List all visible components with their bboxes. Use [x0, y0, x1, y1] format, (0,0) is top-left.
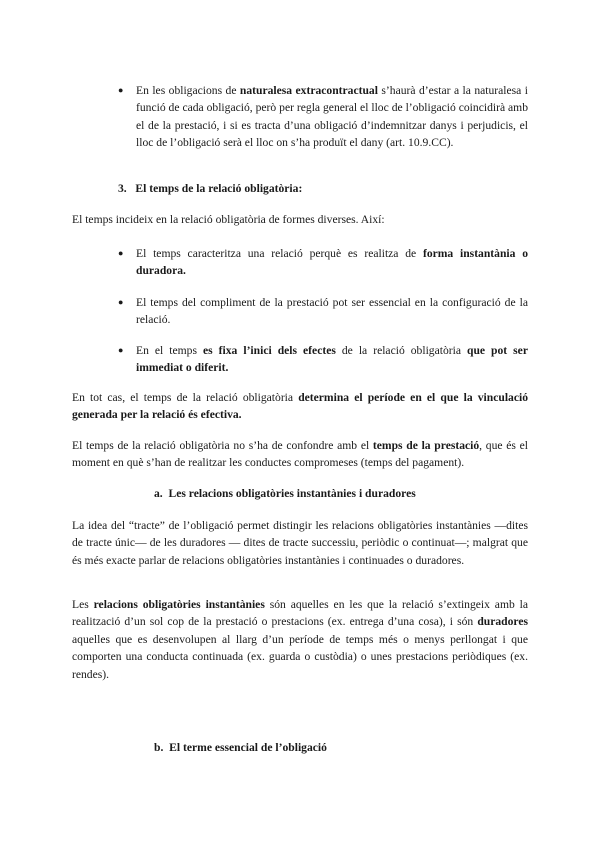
- subsection-heading-b: [154, 739, 327, 756]
- text-run: Les: [72, 598, 94, 611]
- text-run: són aquelles en les que la relació s’extingeix amb la realització d’un sol cop de la prestació o prestacions (ex. entrega d’una cosa), i són: [72, 598, 528, 629]
- bold-text: que pot ser immediat o diferit.: [136, 344, 528, 375]
- subsection-heading-a: [154, 485, 416, 502]
- paragraph-temps-prestacio: [72, 437, 528, 472]
- bold-text: es fixa l’inici dels efectes: [202, 344, 336, 357]
- text-run: aquelles que es desenvolupen al llarg d’un període de temps més o menys perllongat i que comporten una conducta continuada (ex. guarda o custòdia) o unes prestacions periòdiques (ex. rendes).: [72, 632, 528, 681]
- paragraph-relacions: [72, 596, 528, 683]
- subsection-title: El terme essencial de l’obligació: [169, 741, 327, 754]
- bold-text: naturalesa extracontractual: [239, 84, 378, 97]
- bullet-marker: ●: [118, 85, 124, 95]
- subsection-title: Les relacions obligatòries instantànies i duradores: [168, 487, 416, 500]
- text-run: El temps caracteritza una relació perquè es realitza de: [136, 247, 423, 260]
- bold-text: temps de la prestació: [372, 439, 480, 452]
- bold-text: determina el període en el que la vinculació generada per la relació és efectiva.: [72, 391, 528, 422]
- bold-text: forma instantània o duradora.: [136, 247, 528, 278]
- intro-paragraph: El temps incideix en la relació obligatòria de formes diverses. Així:: [72, 213, 385, 226]
- bullet-marker: ●: [118, 297, 124, 307]
- text-run: , que és el moment en què s’han de realitzar les conductes compromeses (temps del pagament).: [72, 439, 528, 470]
- text-run: El temps del compliment de la prestació pot ser essencial en la configuració de la relació.: [136, 296, 528, 327]
- text-run: s’haurà d’estar a la naturalesa i funció de cada obligació, però per regla general el lloc de l’obligació coincidirà amb el de la prestació, i si es tracta d’una obligació d’indemnitzar danys i perjudicis, el lloc de l’obligació serà el lloc on s’ha produït el dany (art. 10.9.CC).: [136, 84, 528, 150]
- section-title: El temps de la relació obligatòria:: [135, 182, 303, 195]
- text-run: En el temps: [136, 344, 203, 357]
- bold-text: relacions obligatòries instantànies: [93, 598, 265, 611]
- bullet-paragraph-compliment: [136, 294, 528, 329]
- paragraph-periode: [72, 389, 528, 424]
- text-run: En les obligacions de: [136, 84, 240, 97]
- bullet-marker: ●: [118, 248, 124, 258]
- section-heading-3: [118, 180, 302, 197]
- bold-text: duradores: [477, 615, 528, 629]
- text-run: En tot cas, el temps de la relació obligatòria: [72, 391, 299, 404]
- subsection-letter: b.: [154, 741, 164, 754]
- section-number: 3.: [118, 182, 127, 195]
- bullet-paragraph-forma: [136, 245, 528, 280]
- bullet-paragraph-extracontractual: [136, 82, 528, 152]
- bullet-marker: ●: [118, 345, 124, 355]
- paragraph-tracte: La idea del “tracte” de l’obligació permet distingir les relacions obligatòries instantànies —dites de tracte únic— de les duradores — dites de tracte successiu, periòdic o continuat—; malgrat que és més exacte parlar de relacions obligatòries instantànies i continuades o duradores.: [72, 519, 528, 567]
- text-run: El temps de la relació obligatòria no s’ha de confondre amb el: [72, 439, 373, 452]
- text-run: de la relació obligatòria: [335, 344, 467, 357]
- bullet-paragraph-efectes: [136, 342, 528, 377]
- subsection-letter: a.: [154, 487, 163, 500]
